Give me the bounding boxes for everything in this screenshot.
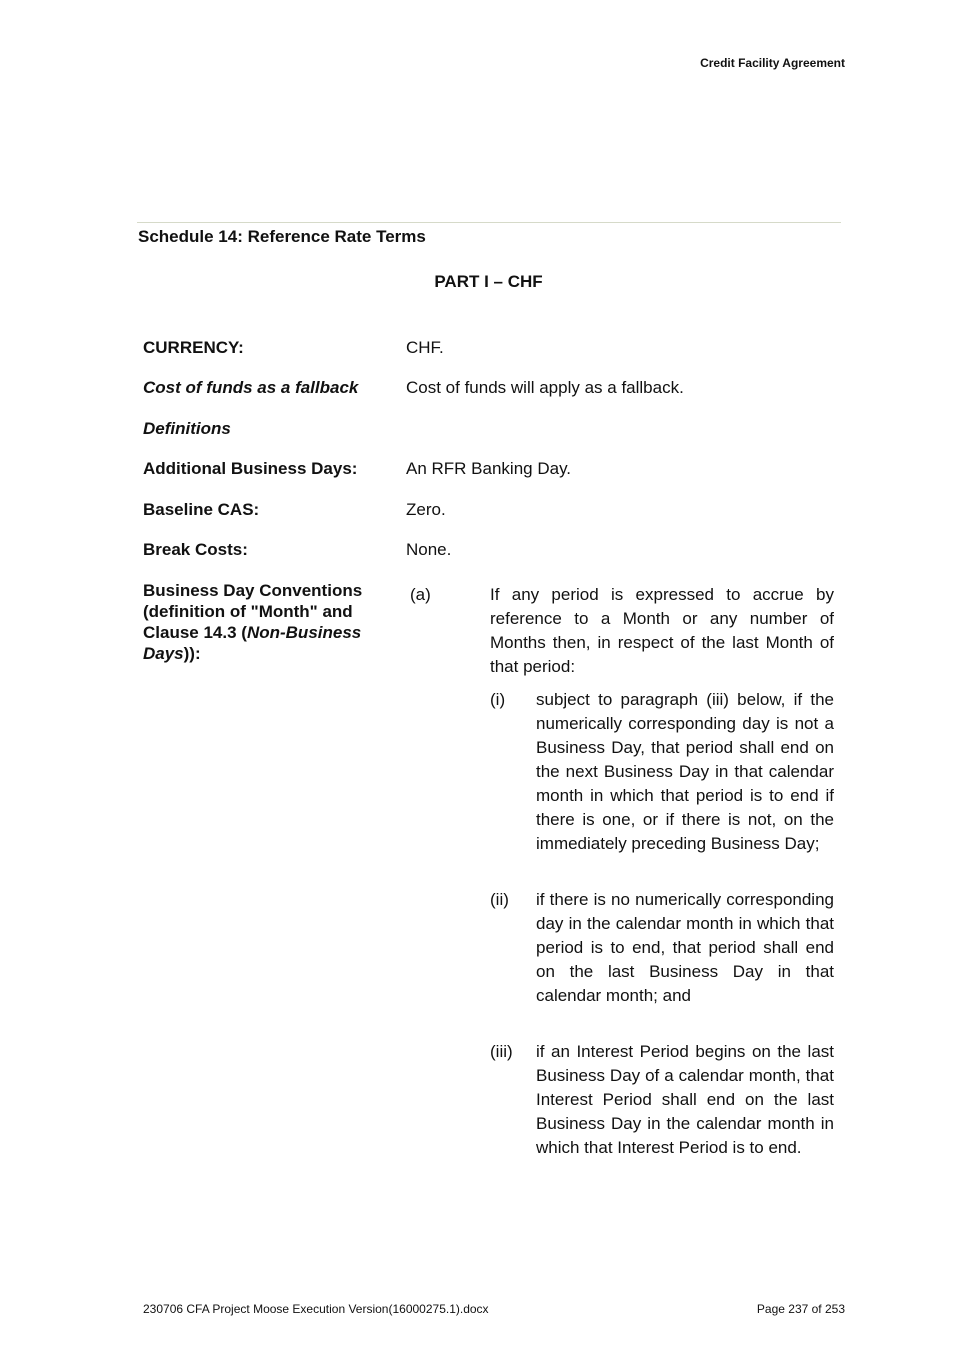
value-currency: CHF. <box>406 338 444 357</box>
term-baseline-cas: Baseline CAS: <box>143 500 260 519</box>
term-currency: CURRENCY: <box>143 338 244 357</box>
term-bdc-label-part1: Business Day Conventions (definition of "Month" and Clause 14.3 ( <box>143 581 363 642</box>
term-break-costs: Break Costs: <box>143 540 248 559</box>
paragraph-a-label: (a) <box>410 585 431 604</box>
part-title: PART I – CHF <box>434 272 543 291</box>
divider <box>137 222 841 223</box>
subparagraph-i-text: subject to paragraph (iii) below, if the numerically corresponding day is not a Business Day, that period shall end on the next Business Day in that calendar month in which that period is to end if there is one, or if there is not, on the immediately preceding Business Day; <box>536 690 834 853</box>
footer-page-number: Page 237 of 253 <box>756 1302 845 1316</box>
term-definitions: Definitions <box>143 419 231 438</box>
value-break-costs: None. <box>406 540 452 559</box>
term-additional-business-days: Additional Business Days: <box>143 459 358 478</box>
value-baseline-cas: Zero. <box>406 500 446 519</box>
term-business-day-conventions <box>143 580 368 664</box>
subparagraph-ii-label: (ii) <box>490 890 509 909</box>
paragraph-a-text: If any period is expressed to accrue by reference to a Month or any number of Months then, in respect of the last Month of that period: <box>490 585 834 676</box>
value-additional-business-days: An RFR Banking Day. <box>406 459 572 478</box>
subparagraph-iii-text: if an Interest Period begins on the last Business Day of a calendar month, that Interest Period shall end on the last Business Day in the calendar month in which that Interest Period is to end. <box>536 1042 834 1157</box>
running-header: Credit Facility Agreement <box>700 56 845 70</box>
value-cost-of-funds: Cost of funds will apply as a fallback. <box>406 378 684 397</box>
subparagraph-iii-label: (iii) <box>490 1042 513 1061</box>
schedule-title: Schedule 14: Reference Rate Terms <box>138 227 426 246</box>
subparagraph-ii-text: if there is no numerically corresponding day in the calendar month in which that period is to end, that period shall end on the last Business Day in that calendar month; and <box>536 890 834 1005</box>
term-bdc-label-part2: )): <box>183 644 201 663</box>
footer-document-name: 230706 CFA Project Moose Execution Version(16000275.1).docx <box>143 1302 489 1316</box>
term-cost-of-funds: Cost of funds as a fallback <box>143 378 359 397</box>
term-bdc-label-italic: Non-Business Days <box>143 623 362 663</box>
subparagraph-i-label: (i) <box>490 690 506 709</box>
